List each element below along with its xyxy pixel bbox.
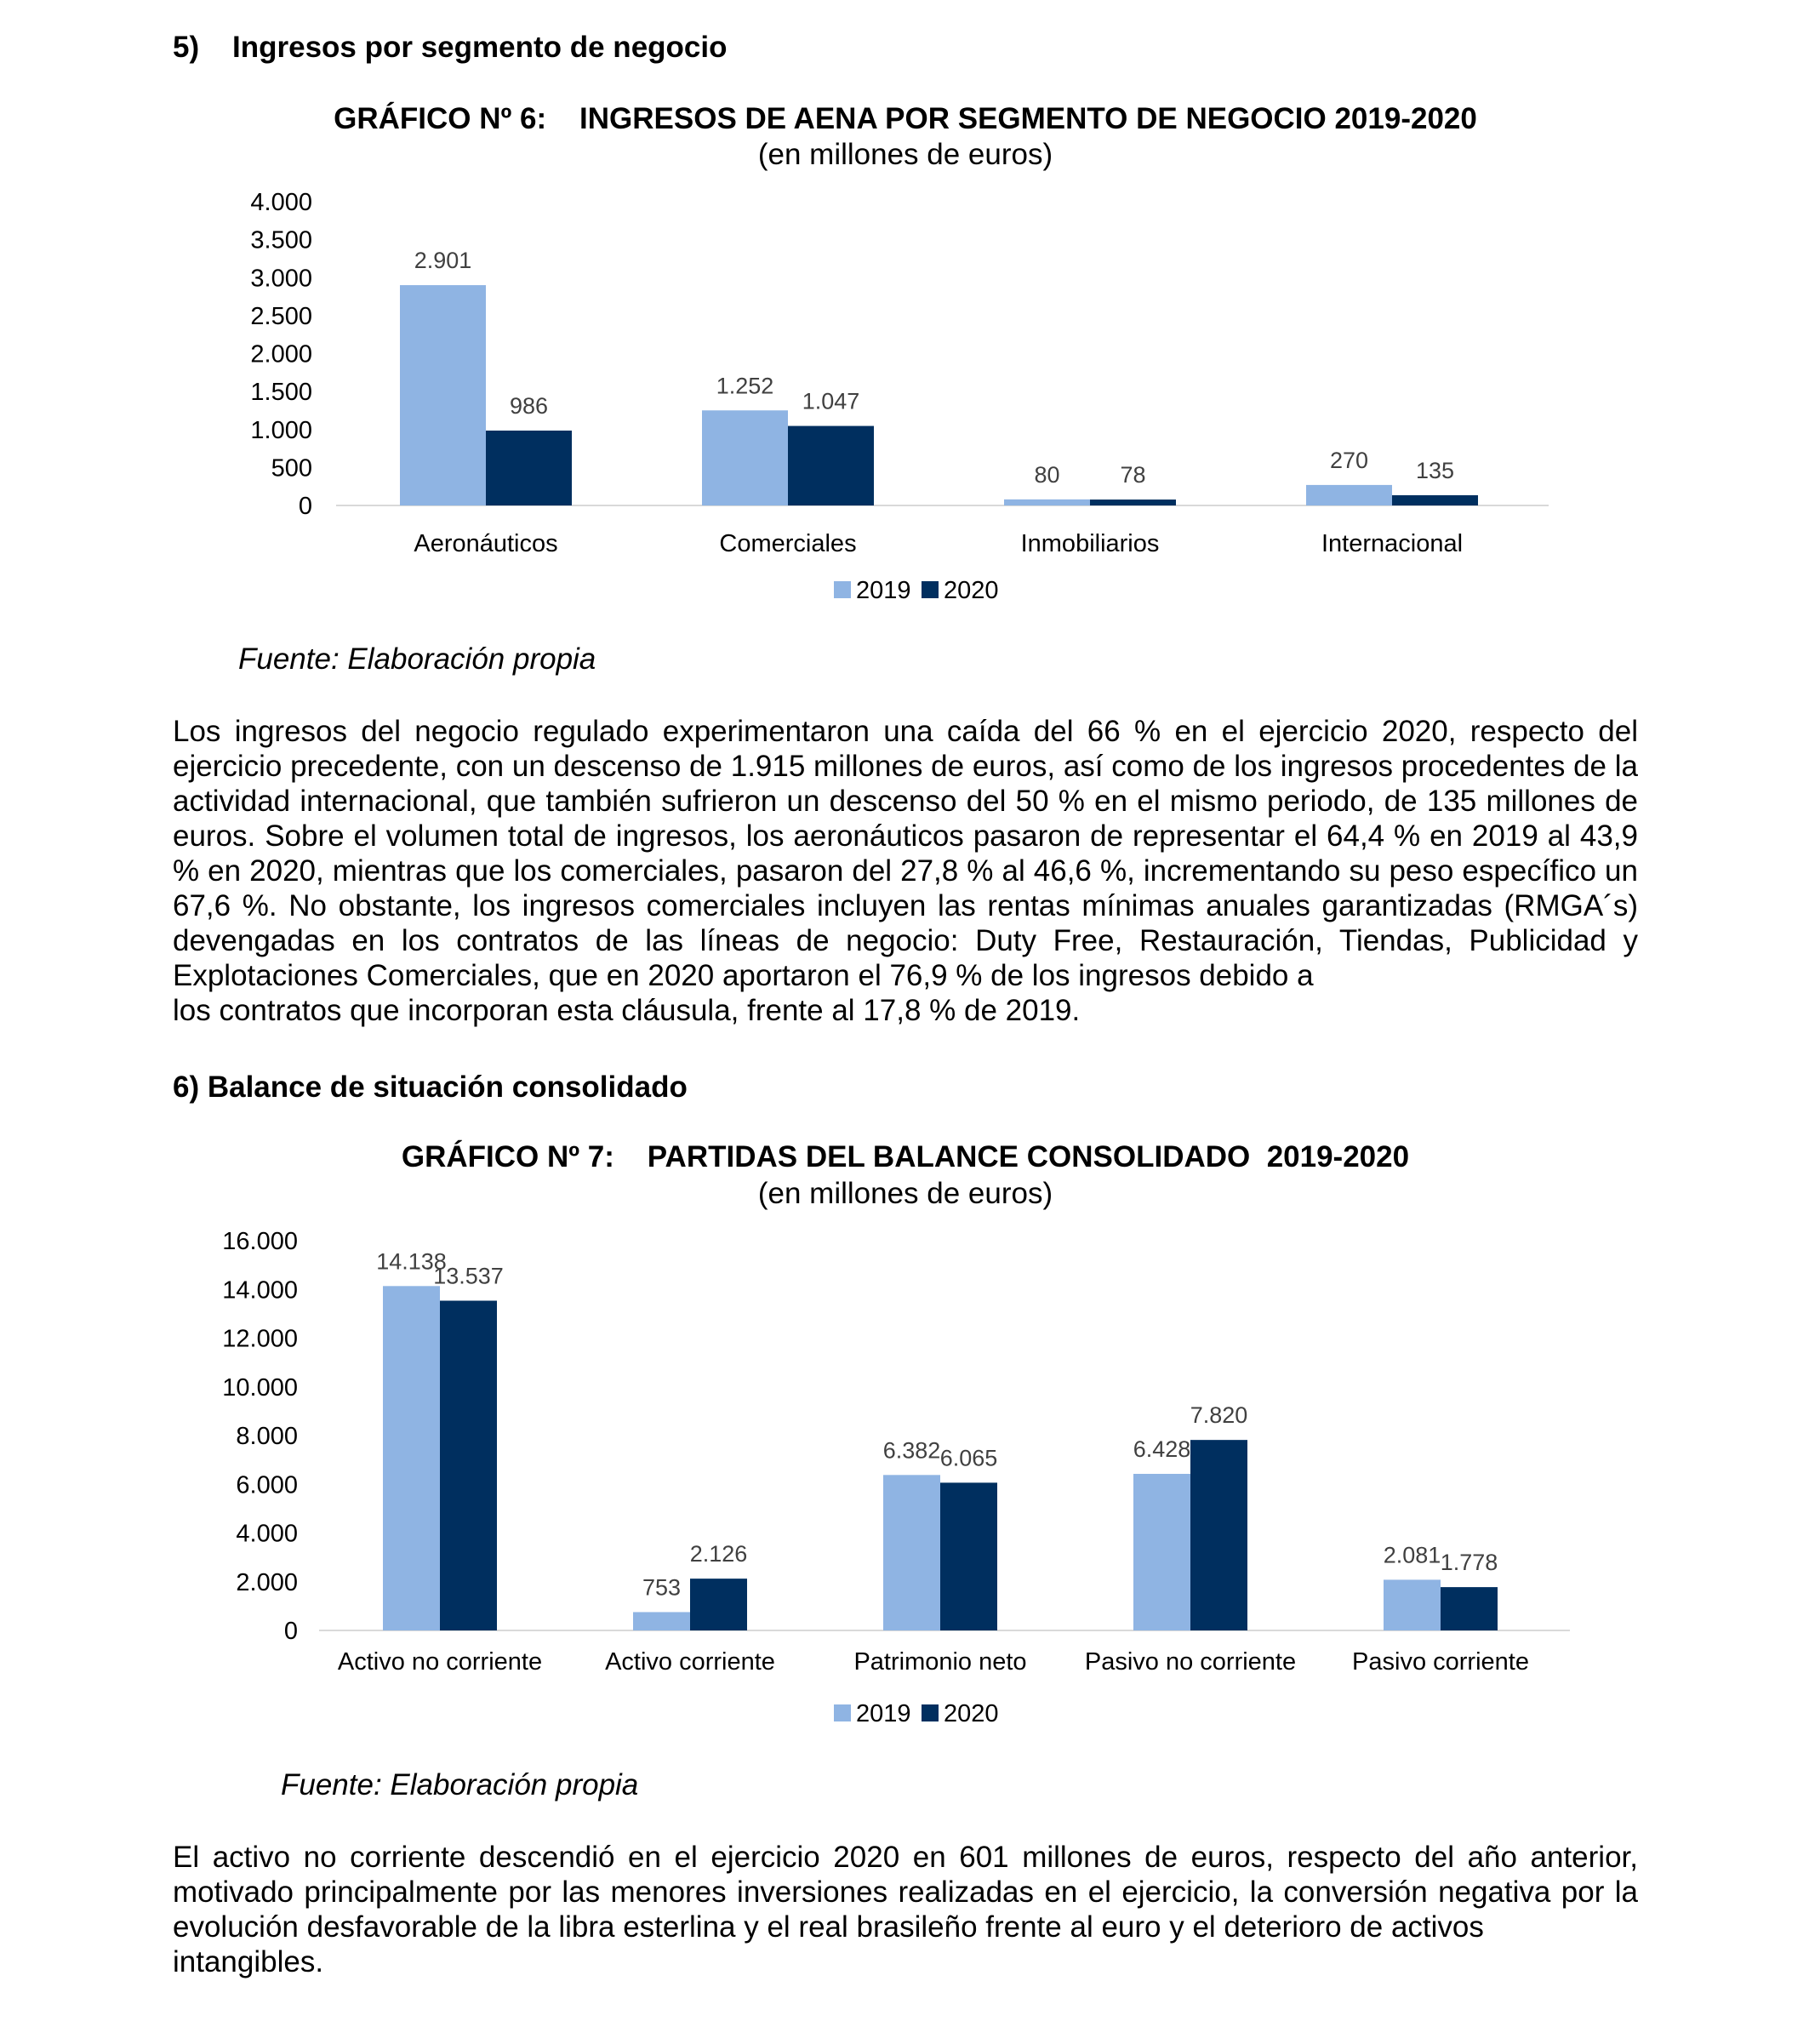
y-tick-label: 0 — [298, 493, 312, 520]
bar-2020 — [788, 426, 874, 505]
x-tick-label: Patrimonio neto — [853, 1648, 1027, 1676]
legend-label: 2019 — [856, 1700, 911, 1727]
y-tick-label: 500 — [271, 454, 312, 482]
y-tick-label: 0 — [283, 1618, 298, 1645]
data-label: 135 — [1415, 457, 1455, 483]
chart-6-source: Fuente: Elaboración propia — [238, 642, 596, 676]
x-tick-label: Aeronáuticos — [414, 530, 558, 557]
y-tick-label: 6.000 — [236, 1471, 298, 1499]
bar-2019 — [1133, 1474, 1190, 1630]
legend-label: 2020 — [944, 577, 999, 604]
y-tick-label: 3.500 — [250, 226, 312, 254]
legend-swatch-2020 — [922, 1704, 939, 1721]
bar-2019 — [702, 410, 788, 505]
data-label: 80 — [1034, 461, 1060, 488]
x-tick-label: Inmobiliarios — [1020, 530, 1160, 557]
data-label: 6.065 — [939, 1445, 998, 1471]
data-label: 1.252 — [716, 373, 774, 399]
y-tick-label: 4.000 — [236, 1520, 298, 1548]
bar-2020 — [440, 1301, 497, 1630]
y-tick-label: 2.500 — [250, 302, 312, 330]
y-tick-label: 10.000 — [222, 1373, 298, 1402]
paragraph-text-last-line: intangibles. — [173, 1945, 324, 1978]
data-label: 14.138 — [376, 1248, 447, 1275]
data-label: 1.778 — [1440, 1550, 1498, 1576]
data-label: 7.820 — [1190, 1402, 1248, 1429]
bar-2020 — [690, 1579, 747, 1630]
x-tick-label: Comerciales — [719, 530, 857, 557]
section-6-heading: 6) Balance de situación consolidado — [173, 1071, 688, 1104]
section-5-heading — [173, 31, 727, 65]
bar-2019 — [383, 1286, 440, 1630]
y-tick-label: 3.000 — [250, 265, 312, 293]
chart-6 — [0, 179, 1809, 621]
data-label: 1.047 — [802, 388, 860, 414]
data-label: 753 — [642, 1574, 682, 1601]
y-tick-label: 12.000 — [222, 1325, 298, 1353]
bar-2020 — [940, 1482, 997, 1630]
y-tick-label: 2.000 — [250, 340, 312, 368]
chart-7-title: GRÁFICO Nº 7: PARTIDAS DEL BALANCE CONSOLIDADO 2019-2020 — [401, 1140, 1410, 1173]
bar-2019 — [1306, 485, 1392, 505]
y-tick-label: 1.500 — [250, 379, 312, 407]
y-tick-label: 1.000 — [250, 416, 312, 444]
y-tick-label: 16.000 — [222, 1228, 298, 1255]
bar-2020 — [1441, 1587, 1498, 1630]
section-title: Ingresos por segmento de negocio — [232, 31, 728, 64]
section-number: 5) — [173, 31, 200, 64]
data-label: 6.428 — [1133, 1436, 1191, 1462]
y-tick-label: 4.000 — [250, 189, 312, 216]
chart-7-subtitle: (en millones de euros) — [757, 1177, 1053, 1210]
bar-2019 — [1384, 1579, 1441, 1630]
bar-2020 — [486, 431, 572, 505]
legend-swatch-2019 — [834, 581, 851, 598]
y-tick-label: 14.000 — [222, 1276, 298, 1305]
chart-6-title: GRÁFICO Nº 6: INGRESOS DE AENA POR SEGMENTO DE NEGOCIO 2019-2020 — [334, 102, 1477, 135]
legend-swatch-2020 — [922, 581, 939, 598]
paragraph-text-last-line: los contratos que incorporan esta cláusula, frente al 17,8 % de 2019. — [173, 994, 1081, 1027]
bar-2019 — [400, 285, 486, 505]
bar-2019 — [883, 1475, 940, 1630]
paragraph-text: El activo no corriente descendió en el ejercicio 2020 en 601 millones de euros, respecto del año anterior, motivado principalmente por las menores inversiones realizadas en el ejercicio, la conversión negativa por la evolución desfavorable de la libra esterlina y el real brasileño frente al euro y el deterioro de activos — [173, 1841, 1638, 1944]
legend-label: 2020 — [944, 1700, 999, 1727]
x-tick-label: Pasivo no corriente — [1084, 1648, 1297, 1676]
data-label: 13.537 — [433, 1263, 504, 1289]
data-label: 6.382 — [882, 1437, 941, 1464]
chart-7-source: Fuente: Elaboración propia — [281, 1768, 639, 1801]
legend-swatch-2019 — [834, 1704, 851, 1721]
data-label: 78 — [1120, 462, 1146, 488]
paragraph-balance — [173, 1840, 1638, 1979]
x-tick-label: Internacional — [1321, 530, 1464, 557]
chart-6-subtitle: (en millones de euros) — [757, 138, 1053, 171]
y-tick-label: 2.000 — [236, 1568, 298, 1596]
bar-2020 — [1190, 1440, 1247, 1630]
data-label: 2.901 — [414, 248, 472, 274]
y-tick-label: 8.000 — [236, 1423, 298, 1450]
data-label: 2.126 — [689, 1541, 748, 1567]
paragraph-ingresos — [173, 714, 1638, 1028]
paragraph-text: Los ingresos del negocio regulado experimentaron una caída del 66 % en el ejercicio 2020, respecto del ejercicio precedente, con un descenso de 1.915 millones de euros, así como de los ingresos procedentes de la actividad internacional, que también sufrieron un descenso del 50 % en el mismo periodo, de 135 millones de euros. Sobre el volumen total de ingresos, los aeronáuticos pasaron de representar el 64,4 % en 2019 al 43,9 % en 2020, mientras que los comerciales, pasaron del 27,8 % al 46,6 %, incrementando su peso específico un 67,6 %. No obstante, los ingresos comerciales incluyen las rentas mínimas anuales garantizadas (RMGA´s) devengadas en los contratos de las líneas de negocio: Duty Free, Restauración, Tiendas, Publicidad y Explotaciones Comerciales, que en 2020 aportaron el 76,9 % de los ingresos debido a — [173, 715, 1638, 992]
bar-2020 — [1392, 495, 1478, 505]
bar-2019 — [1004, 500, 1090, 505]
bar-2020 — [1090, 500, 1176, 505]
x-tick-label: Activo corriente — [605, 1648, 775, 1676]
x-tick-label: Pasivo corriente — [1352, 1648, 1529, 1676]
chart-7 — [0, 1213, 1809, 1753]
data-label: 2.081 — [1383, 1542, 1441, 1568]
legend-label: 2019 — [856, 577, 911, 604]
x-tick-label: Activo no corriente — [337, 1648, 543, 1676]
bar-2019 — [633, 1612, 690, 1630]
data-label: 270 — [1329, 447, 1369, 473]
data-label: 986 — [509, 392, 549, 419]
